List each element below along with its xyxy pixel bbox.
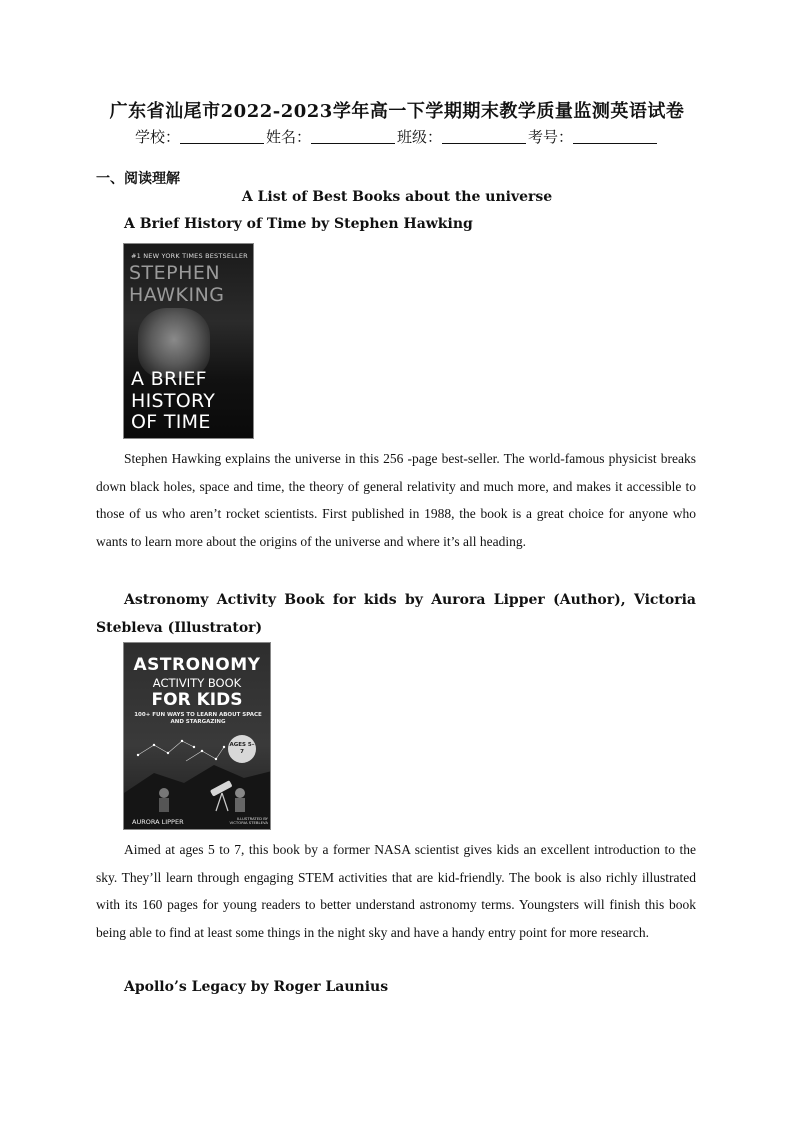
star [167, 752, 169, 754]
page-title: 广东省汕尾市2022-2023学年高一下学期期末教学质量监测英语试卷 [109, 101, 685, 122]
ages-badge: AGES 5–7 [228, 735, 256, 763]
cover-author-line: STEPHEN [129, 262, 221, 284]
cover-author [129, 262, 253, 306]
cover-title-line: HISTORY [131, 389, 216, 412]
cover-author: AURORA LIPPER [132, 818, 184, 826]
student-info-line [0, 126, 794, 147]
child-figure [235, 798, 245, 812]
child-figure [159, 788, 169, 798]
star [223, 746, 225, 748]
book-heading-hawking: A Brief History of Time by Stephen Hawking [124, 216, 473, 232]
cover-title-line: ASTRONOMY [133, 655, 261, 675]
cover-title-line: FOR KIDS [151, 690, 243, 710]
astronomy-description: Aimed at ages 5 to 7, this book by a former NASA scientist gives kids an excellent introduction to the sky. They’ll learn through engaging STEM activities that are kid-friendly. The book is also richly illustrated with its 160 pages for young readers to better understand astronomy terms. Youngsters will finish this book being able to find at least some things in the night sky and have a handy entry point for more research. [96, 842, 696, 940]
exam-number-label: 考号： [528, 128, 574, 146]
school-label: 学校： [134, 128, 180, 146]
cover-illustrator: ILLUSTRATED BY VICTORIA STEBLEVA [229, 816, 268, 826]
school-blank[interactable] [180, 129, 264, 144]
star [215, 758, 217, 760]
name-label: 姓名： [265, 128, 311, 146]
hawking-description: Stephen Hawking explains the universe in this 256 -page best-seller. The world-famous physicist breaks down black holes, space and time, the theory of general relativity and much more, and makes it accessible to those of us who aren’t rocket scientists. First published in 1988, the book is a great choice for anyone who wants to learn more about the origins of the universe and where it’s all heading. [96, 451, 696, 549]
class-label: 班级： [397, 128, 443, 146]
cover-title-line: A BRIEF [131, 368, 207, 390]
list-title: A List of Best Books about the universe [241, 189, 553, 205]
cover-title-line: OF TIME [131, 411, 211, 433]
book-heading-astronomy: Astronomy Activity Book for kids by Aurora Lipper (Author), Victoria Stebleva (Illustrator) [96, 592, 696, 636]
child-figure [235, 788, 245, 798]
star [181, 740, 183, 742]
star [201, 750, 203, 752]
cover-bestseller-badge: #1 NEW YORK TIMES BESTSELLER [131, 252, 248, 260]
exam-number-blank[interactable] [573, 129, 657, 144]
cover-subtitle: 100+ FUN WAYS TO LEARN ABOUT SPACE AND STARGAZING [134, 712, 262, 725]
star [193, 746, 195, 748]
star [153, 744, 155, 746]
cover-author-line: HAWKING [129, 284, 225, 306]
hawking-book-cover [123, 243, 254, 439]
cover-title-line: ACTIVITY BOOK [152, 676, 242, 690]
constellation-line [138, 741, 194, 755]
book-heading-apollo: Apollo’s Legacy by Roger Launius [124, 979, 389, 995]
astronomy-book-cover [123, 642, 271, 830]
star [137, 754, 139, 756]
constellation-line [186, 747, 224, 761]
cover-book-title [131, 369, 251, 434]
section-heading: 一、阅读理解 [96, 171, 180, 187]
class-blank[interactable] [442, 129, 526, 144]
child-figure [159, 798, 169, 812]
name-blank[interactable] [311, 129, 395, 144]
